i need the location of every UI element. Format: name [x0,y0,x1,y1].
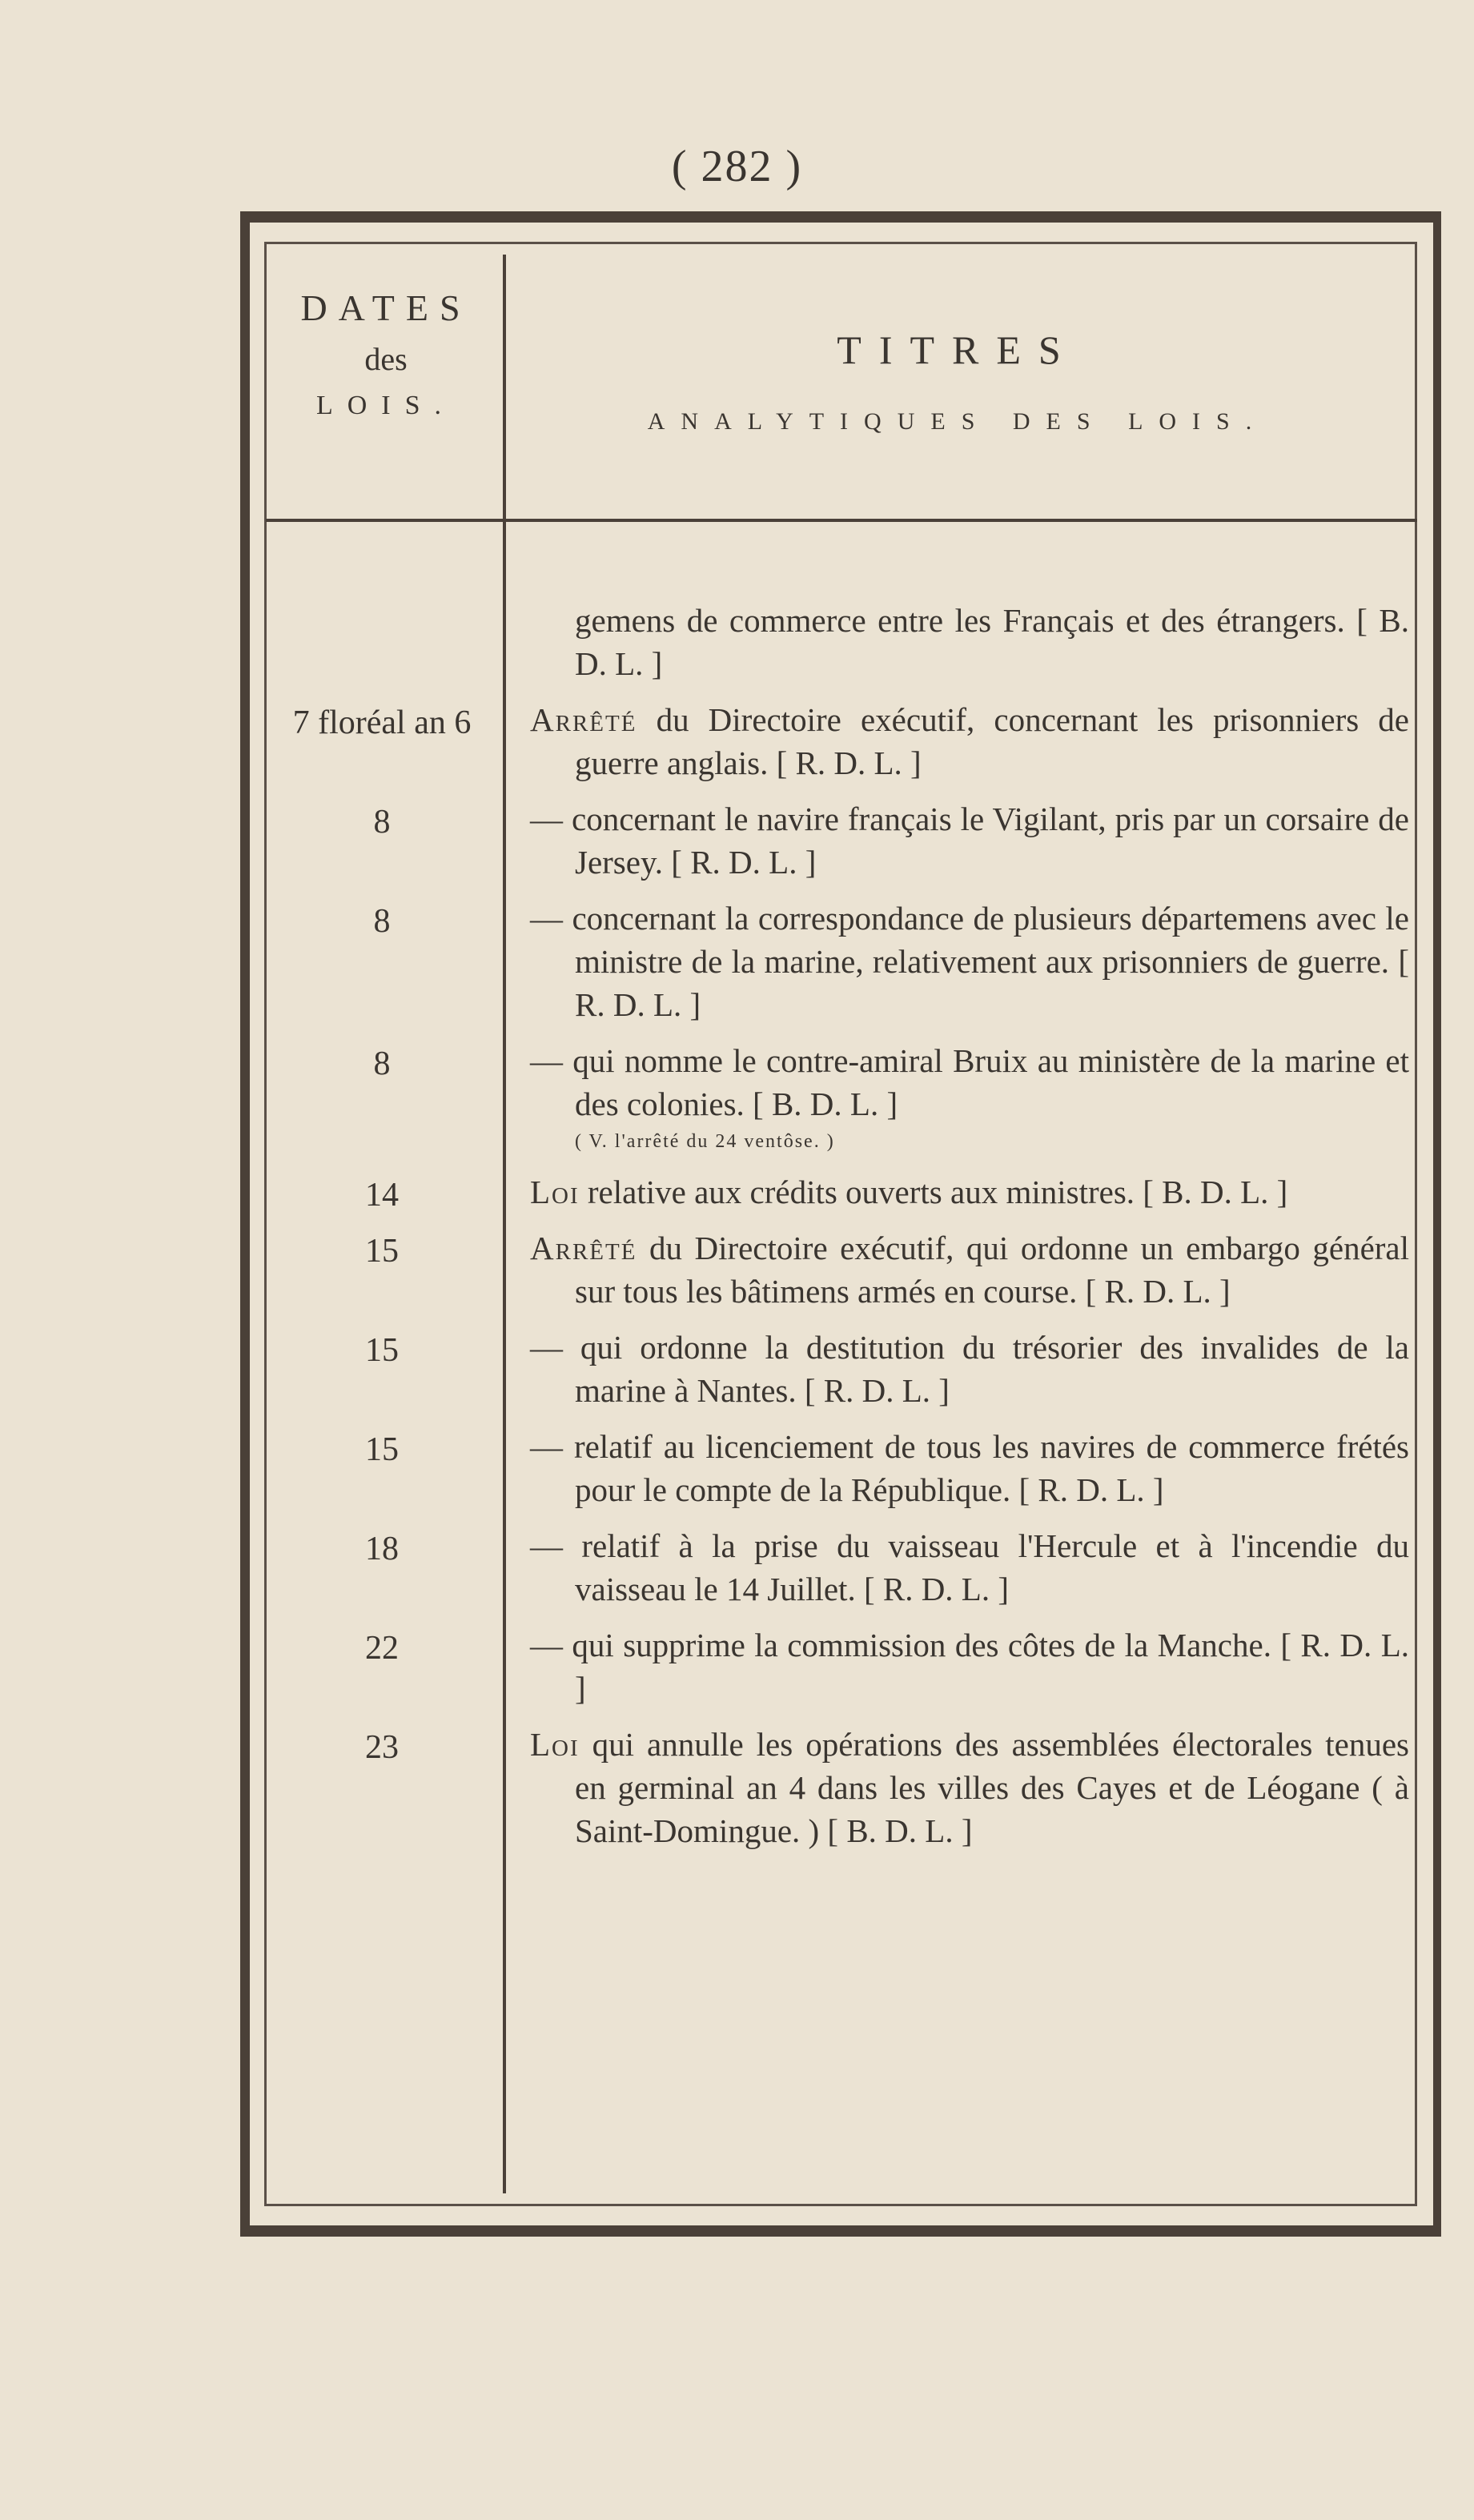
entry-body: relatif à la prise du vaisseau l'Hercule et à l'incendie du vaisseau le 14 Juillet. [ R. D. L. ] [575,1527,1409,1607]
entry-date: 7 floréal an 6 [292,704,472,741]
table-row [266,1039,1409,1158]
entry-date: 8 [373,1045,391,1082]
entry-first-word: — [530,1627,563,1663]
table-row [266,1524,1409,1611]
table-row [266,1723,1409,1852]
header-rule [266,519,1417,522]
header-titres [514,327,1401,435]
entry-first-word: — [530,1428,563,1465]
entry-body: gemens de commerce entre les Français et des étrangers. [ B. D. L. ] [575,602,1409,682]
entry-text [530,1170,1409,1214]
page-number: ( 282 ) [671,142,803,191]
table-frame [240,211,1441,2237]
entry-body: qui nomme le contre-amiral Bruix au ministère de la marine et des colonies. [ B. D. L. ] [572,1042,1410,1122]
entry-date: 8 [373,903,391,940]
entry-text [530,1425,1409,1511]
table-row [266,1623,1409,1710]
entry-body: du Directoire exécutif, qui ordonne un embargo général sur tous les bâtimens armés en course. [ R. D. L. ] [575,1230,1410,1310]
entry-first-word: — [530,1329,563,1366]
header-dates [282,287,490,421]
entry-body: concernant le navire français le Vigilant, pris par un corsaire de Jersey. [ R. D. L. ] [572,801,1409,881]
entry-text [530,1326,1409,1412]
entry-text [530,897,1409,1026]
entry-text [530,698,1409,784]
table-row [266,797,1409,884]
entry-text [530,599,1409,685]
entry-date: 15 [365,1233,399,1270]
entry-first-word: — [530,801,563,837]
entry-date [266,599,498,602]
table-row [266,1326,1409,1412]
entry-body: du Directoire exécutif, concernant les prisonniers de guerre anglais. [ R. D. L. ] [575,701,1409,781]
entry-first-word: — [530,1527,563,1564]
entry-date: 22 [365,1630,399,1667]
entry-date: 18 [365,1531,399,1567]
entry-first-word: Loi [530,1726,580,1763]
header-dates-line3: LOIS. [315,391,456,420]
entry-body: relatif au licenciement de tous les navires de commerce frétés pour le compte de la République. [ R. D. L. ] [573,1428,1409,1508]
entry-body: concernant la correspondance de plusieurs départemens avec le ministre de la marine, relativement aux prisonniers de guerre. [ R. D. L. ] [572,900,1409,1023]
entry-first-word: — [530,900,563,937]
entry-text [530,1723,1409,1852]
table-row [266,599,1409,685]
header-titres-line2: ANALYTIQUES DES LOIS. [647,408,1268,435]
header-dates-line1: DATES [300,287,472,328]
header-dates-line2: des [364,341,408,377]
entry-date: 15 [365,1332,399,1369]
table-row [266,1226,1409,1313]
entry-body: qui supprime la commission des côtes de la Manche. [ R. D. L. ] [572,1627,1409,1707]
entry-date: 23 [365,1729,399,1766]
entry-text [530,1039,1409,1158]
table-row [266,1425,1409,1511]
entry-body: qui ordonne la destitution du trésorier des invalides de la marine à Nantes. [ R. D. L. ] [575,1329,1410,1409]
entry-text [530,797,1409,884]
entry-first-word: Arrêté [530,1230,637,1266]
header-titres-line1: TITRES [837,327,1078,372]
entry-date: 8 [373,804,391,841]
entry-date: 15 [365,1431,399,1468]
entry-date: 14 [365,1177,399,1214]
entry-first-word: — [530,1042,563,1079]
table-row [266,698,1409,784]
entry-note: ( V. l'arrêté du 24 ventôse. ) [575,1131,835,1152]
entry-text [530,1524,1409,1611]
entry-first-word: Loi [530,1174,580,1210]
entries-list [266,599,1409,1865]
table-row [266,897,1409,1026]
entry-first-word: Arrêté [530,701,637,738]
entry-body: relative aux crédits ouverts aux ministres. [ B. D. L. ] [587,1174,1288,1210]
entry-text [530,1623,1409,1710]
entry-body: qui annulle les opérations des assemblées électorales tenues en germinal an 4 dans les villes des Cayes et de Léogane ( à Saint-Domingue. ) [ B. D. L. ] [575,1726,1409,1849]
table-row [266,1170,1409,1214]
entry-text [530,1226,1409,1313]
